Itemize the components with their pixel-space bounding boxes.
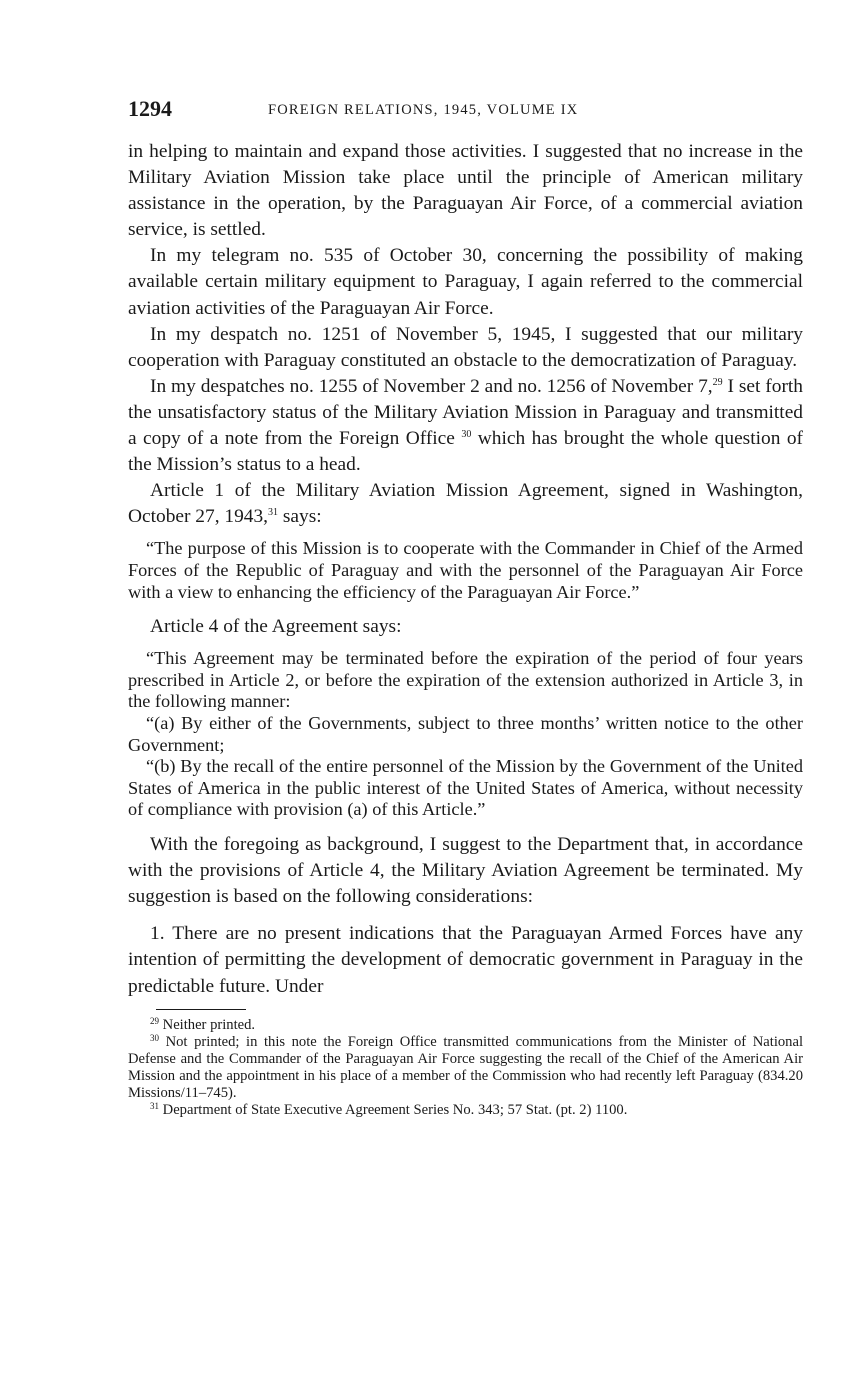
footnote-text: Not printed; in this note the Foreign Office transmitted communications from the Minister of National Defense and the Commander of the Paraguayan Air Force suggesting the recall of the Chief of the American Air Mission and the appointment in his place of a member of the Commission who had recently left Paraguay (834.20 Missions/11–745). (128, 1033, 803, 1101)
paragraph: 1. There are no present indications that the Paraguayan Armed Forces have any intention of permitting the development of democratic government in Paraguay in the predictable future. Under (128, 923, 803, 997)
footnote-text: Department of State Executive Agreement Series No. 343; 57 Stat. (pt. 2) 1100. (162, 1102, 628, 1119)
footnote-number: 29 (150, 1015, 159, 1026)
page-number: 1294 (128, 96, 172, 121)
paragraph-text: Article 1 of the Military Aviation Mission Agreement, signed in Washington, October 27, 1943, (128, 480, 803, 528)
block-quote: “(a) By either of the Governments, subject to three months’ written notice to the other Government; (128, 713, 803, 755)
page-header (128, 96, 803, 124)
footnote (128, 1017, 803, 1034)
paragraph-text: which has brought the whole question of the Mission’s status to a head. (128, 428, 803, 476)
footnote-number: 31 (150, 1101, 159, 1112)
footnote-number: 30 (150, 1032, 159, 1043)
document-page (128, 96, 803, 1119)
paragraph-text: I set forth the unsatisfactory status of the Military Aviation Mission in Paraguay and transmitted a copy of a note from the Foreign Office (128, 375, 803, 450)
block-quote: “This Agreement may be terminated before the expiration of the period of four years prescribed in Article 2, or before the expiration of the extension authorized in Article 3, in the following manner: (128, 648, 803, 712)
footnote-divider (156, 1009, 246, 1010)
paragraph-text: says: (278, 506, 322, 528)
block-quote: “(b) By the recall of the entire personnel of the Mission by the Government of the United States of America in the public interest of the United States of America, without necessity of compliance with provision (a) of this Article.” (128, 756, 803, 820)
paragraph: In my despatch no. 1251 of November 5, 1945, I suggested that our military cooperation with Paraguay constituted an obstacle to the democratization of Paraguay. (128, 323, 803, 371)
block-quote: “The purpose of this Mission is to cooperate with the Commander in Chief of the Armed Forces of the Republic of Paraguay and with the personnel of the Paraguayan Air Force with a view to enhancing the efficiency of the Paraguayan Air Force.” (128, 538, 803, 602)
paragraph (128, 374, 803, 478)
footnote (128, 1102, 803, 1119)
footnote-ref: 29 (712, 376, 723, 388)
paragraph: Article 4 of the Agreement says: (150, 616, 402, 638)
paragraph: in helping to maintain and expand those activities. I suggested that no increase in the Military Aviation Mission take place until the principle of American military assistance in the operation, by the Paraguayan Air Force, of a commercial aviation service, is settled. (128, 141, 803, 241)
footnote-text: Neither printed. (162, 1016, 256, 1033)
paragraph (128, 478, 803, 530)
paragraph: In my telegram no. 535 of October 30, concerning the possibility of making available certain military equipment to Paraguay, I again referred to the commercial aviation activities of the Paraguayan Air Force. (128, 245, 803, 319)
paragraph: With the foregoing as background, I suggest to the Department that, in accordance with the provisions of Article 4, the Military Aviation Agreement be terminated. My suggestion is based on the following considerations: (128, 834, 803, 908)
paragraph-text: In my despatches no. 1255 of November 2 and no. 1256 of November 7, (150, 375, 713, 397)
footnote-ref: 30 (461, 429, 472, 441)
footnotes (128, 1017, 803, 1120)
footnote-ref: 31 (268, 507, 279, 519)
running-head: FOREIGN RELATIONS, 1945, VOLUME IX (268, 102, 579, 118)
body-text (128, 139, 803, 1000)
footnote (128, 1034, 803, 1102)
